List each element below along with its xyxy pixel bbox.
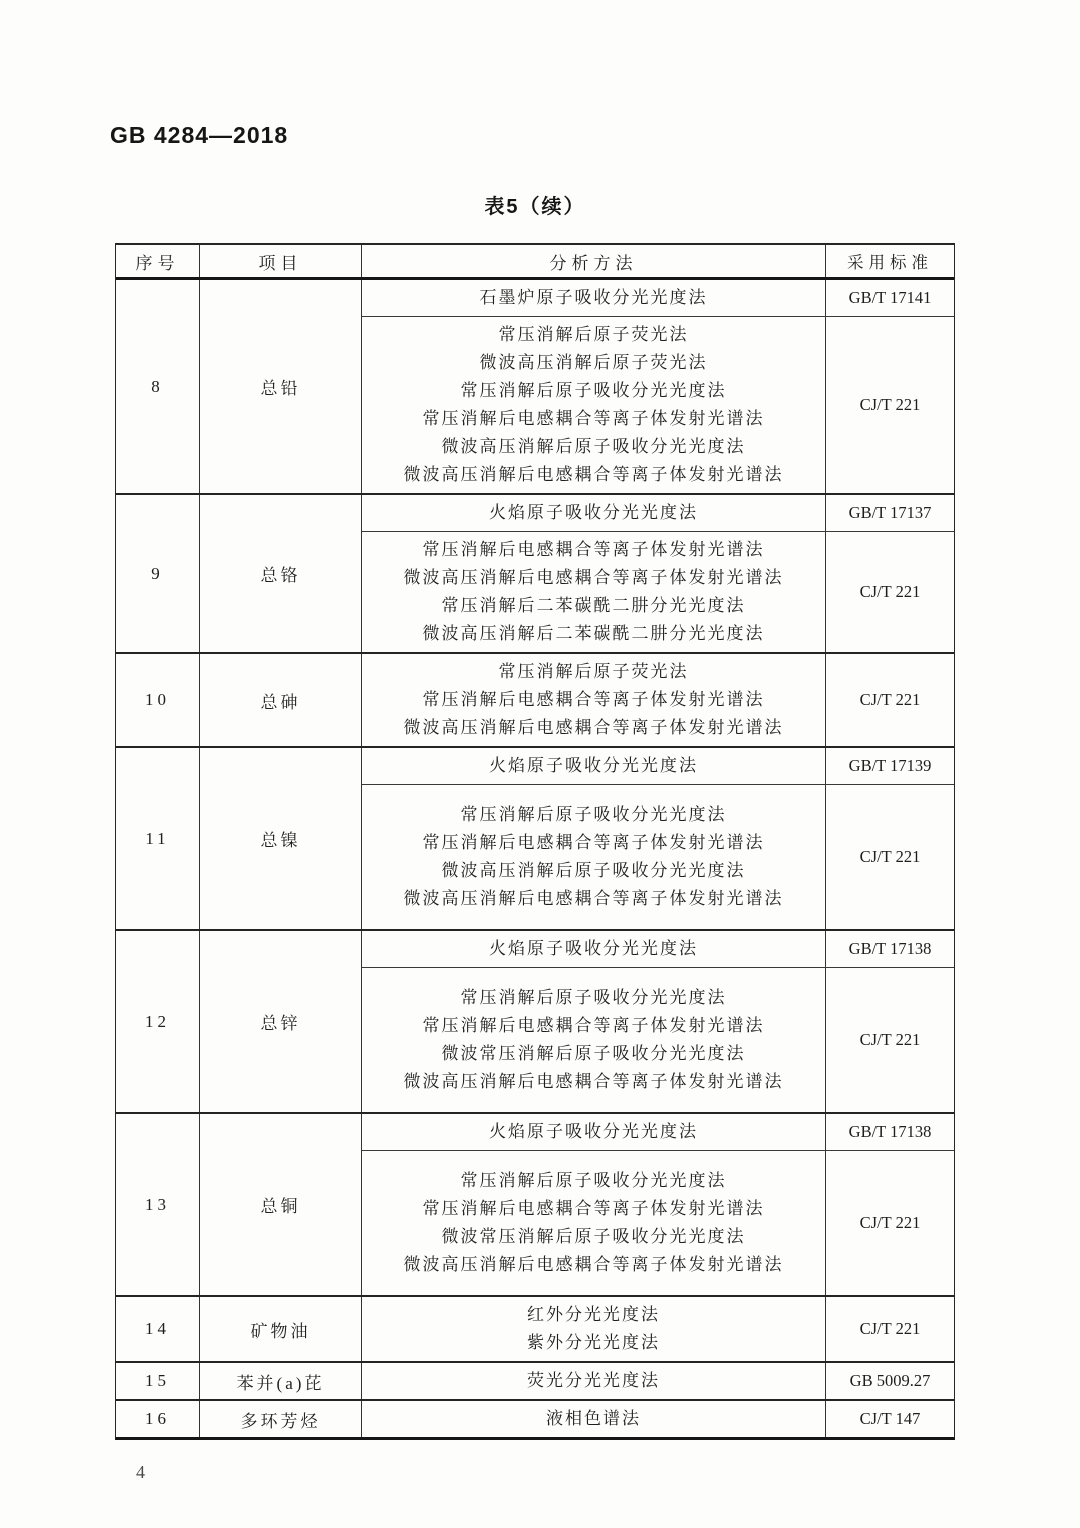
method-groups xyxy=(362,280,954,493)
analysis-methods-cell xyxy=(362,654,826,746)
analysis-methods-cell xyxy=(362,931,826,967)
analysis-method-text: 红外分光光度法 xyxy=(527,1305,660,1324)
analysis-method-text: 微波高压消解后原子吸收分光光度法 xyxy=(441,437,746,456)
method-groups xyxy=(362,1401,954,1437)
method-group xyxy=(362,931,954,967)
adopted-standard-cell: CJ/T 147 xyxy=(859,1409,921,1428)
analysis-method-text: 火焰原子吸收分光光度法 xyxy=(489,939,698,958)
method-groups xyxy=(362,1363,954,1399)
row-item-cell: 总铜 xyxy=(200,1114,362,1295)
analysis-methods-cell xyxy=(362,748,826,784)
analysis-method-text: 微波高压消解后电感耦合等离子体发射光谱法 xyxy=(403,1255,784,1274)
analysis-method-text: 常压消解后电感耦合等离子体发射光谱法 xyxy=(422,1016,765,1035)
analysis-method-text: 常压消解后二苯碳酰二肼分光光度法 xyxy=(441,596,746,615)
analysis-method-text: 液相色谱法 xyxy=(546,1409,641,1428)
row-seq-cell: 16 xyxy=(116,1401,200,1437)
adopted-standard-cell: CJ/T 221 xyxy=(859,1030,921,1049)
analysis-method-text: 常压消解后电感耦合等离子体发射光谱法 xyxy=(422,1199,765,1218)
analysis-methods-cell xyxy=(362,280,826,316)
adopted-standard-cell: CJ/T 221 xyxy=(859,690,921,709)
analysis-method-text: 火焰原子吸收分光光度法 xyxy=(489,1122,698,1141)
row-item-cell: 总镍 xyxy=(200,748,362,929)
analysis-method-text: 荧光分光光度法 xyxy=(527,1371,660,1390)
analysis-method-text: 微波高压消解后电感耦合等离子体发射光谱法 xyxy=(403,889,784,908)
method-groups xyxy=(362,748,954,929)
table-row xyxy=(116,929,954,1112)
method-group xyxy=(362,1363,954,1399)
analysis-method-text: 石墨炉原子吸收分光光度法 xyxy=(479,288,708,307)
document-code: GB 4284—2018 xyxy=(110,122,289,148)
analysis-method-text: 微波高压消解后电感耦合等离子体发射光谱法 xyxy=(403,718,784,737)
analysis-method-text: 微波常压消解后原子吸收分光光度法 xyxy=(441,1044,746,1063)
analysis-methods-table xyxy=(115,243,955,1440)
row-item-cell: 总铅 xyxy=(200,280,362,493)
method-group xyxy=(362,1114,954,1150)
analysis-methods-cell xyxy=(362,1114,826,1150)
analysis-methods-cell xyxy=(362,495,826,531)
method-group xyxy=(362,967,954,1112)
analysis-method-text: 常压消解后电感耦合等离子体发射光谱法 xyxy=(422,833,765,852)
analysis-methods-cell xyxy=(362,1363,826,1399)
analysis-method-text: 微波常压消解后原子吸收分光光度法 xyxy=(441,1227,746,1246)
analysis-method-text: 常压消解后电感耦合等离子体发射光谱法 xyxy=(422,690,765,709)
adopted-standard-cell: GB/T 17139 xyxy=(848,756,932,775)
method-groups xyxy=(362,654,954,746)
header-adopted-standard: 采用标准 xyxy=(847,253,933,272)
method-group xyxy=(362,654,954,746)
method-group xyxy=(362,784,954,929)
row-seq-cell: 12 xyxy=(116,931,200,1112)
method-group xyxy=(362,316,954,493)
row-seq-cell: 10 xyxy=(116,654,200,746)
analysis-method-text: 微波高压消解后原子吸收分光光度法 xyxy=(441,861,746,880)
table-title: 表5（续） xyxy=(484,196,586,218)
adopted-standard-cell: CJ/T 221 xyxy=(859,1213,921,1232)
analysis-method-text: 常压消解后原子吸收分光光度法 xyxy=(460,381,727,400)
table-row xyxy=(116,1361,954,1399)
method-group xyxy=(362,748,954,784)
row-item-cell: 苯并(a)芘 xyxy=(200,1363,362,1399)
method-group xyxy=(362,280,954,316)
row-item-cell: 总铬 xyxy=(200,495,362,652)
analysis-methods-cell xyxy=(362,785,826,929)
row-seq-cell: 14 xyxy=(116,1297,200,1361)
page-number: 4 xyxy=(136,1462,146,1482)
adopted-standard-cell: GB/T 17137 xyxy=(848,503,932,522)
method-group xyxy=(362,1150,954,1295)
table-header-row xyxy=(116,245,954,280)
analysis-method-text: 微波高压消解后电感耦合等离子体发射光谱法 xyxy=(403,1072,784,1091)
row-seq-cell: 15 xyxy=(116,1363,200,1399)
adopted-standard-cell: GB/T 17141 xyxy=(848,288,932,307)
method-group xyxy=(362,531,954,652)
row-seq-cell: 13 xyxy=(116,1114,200,1295)
table-row xyxy=(116,746,954,929)
analysis-methods-cell xyxy=(362,317,826,493)
row-item-cell: 多环芳烃 xyxy=(200,1401,362,1437)
analysis-methods-cell xyxy=(362,1297,826,1361)
analysis-method-text: 微波高压消解后电感耦合等离子体发射光谱法 xyxy=(403,568,784,587)
analysis-method-text: 常压消解后电感耦合等离子体发射光谱法 xyxy=(422,540,765,559)
analysis-methods-cell xyxy=(362,968,826,1112)
method-group xyxy=(362,1297,954,1361)
analysis-method-text: 紫外分光光度法 xyxy=(527,1333,660,1352)
table-row xyxy=(116,652,954,746)
row-item-cell: 总砷 xyxy=(200,654,362,746)
method-groups xyxy=(362,495,954,652)
row-item-cell: 总锌 xyxy=(200,931,362,1112)
analysis-method-text: 常压消解后原子荧光法 xyxy=(498,325,689,344)
method-groups xyxy=(362,1297,954,1361)
table-row xyxy=(116,493,954,652)
row-seq-cell: 8 xyxy=(116,280,200,493)
method-groups xyxy=(362,1114,954,1295)
analysis-method-text: 微波高压消解后原子荧光法 xyxy=(479,353,708,372)
analysis-method-text: 常压消解后原子吸收分光光度法 xyxy=(460,988,727,1007)
analysis-method-text: 常压消解后电感耦合等离子体发射光谱法 xyxy=(422,409,765,428)
analysis-method-text: 常压消解后原子吸收分光光度法 xyxy=(460,1171,727,1190)
row-item-cell: 矿物油 xyxy=(200,1297,362,1361)
header-seq: 序号 xyxy=(116,245,200,277)
adopted-standard-cell: GB/T 17138 xyxy=(848,939,932,958)
adopted-standard-cell: CJ/T 221 xyxy=(859,582,921,601)
analysis-method-text: 微波高压消解后二苯碳酰二肼分光光度法 xyxy=(422,624,765,643)
adopted-standard-cell: CJ/T 221 xyxy=(859,1319,921,1338)
analysis-method-text: 常压消解后原子吸收分光光度法 xyxy=(460,805,727,824)
adopted-standard-cell: CJ/T 221 xyxy=(859,395,921,414)
adopted-standard-cell: CJ/T 221 xyxy=(859,847,921,866)
method-group xyxy=(362,495,954,531)
row-seq-cell: 11 xyxy=(116,748,200,929)
header-analysis-method: 分析方法 xyxy=(362,245,826,277)
analysis-method-text: 火焰原子吸收分光光度法 xyxy=(489,503,698,522)
analysis-method-text: 微波高压消解后电感耦合等离子体发射光谱法 xyxy=(403,465,784,484)
analysis-methods-cell xyxy=(362,1401,826,1437)
analysis-method-text: 常压消解后原子荧光法 xyxy=(498,662,689,681)
table-row xyxy=(116,280,954,493)
analysis-methods-cell xyxy=(362,1151,826,1295)
table-row xyxy=(116,1112,954,1295)
table-row xyxy=(116,1399,954,1437)
table-body xyxy=(116,280,954,1437)
adopted-standard-cell: GB 5009.27 xyxy=(849,1371,931,1390)
analysis-method-text: 火焰原子吸收分光光度法 xyxy=(489,756,698,775)
header-item: 项目 xyxy=(200,245,362,277)
adopted-standard-cell: GB/T 17138 xyxy=(848,1122,932,1141)
method-group xyxy=(362,1401,954,1437)
table-row xyxy=(116,1295,954,1361)
method-groups xyxy=(362,931,954,1112)
analysis-methods-cell xyxy=(362,532,826,652)
row-seq-cell: 9 xyxy=(116,495,200,652)
